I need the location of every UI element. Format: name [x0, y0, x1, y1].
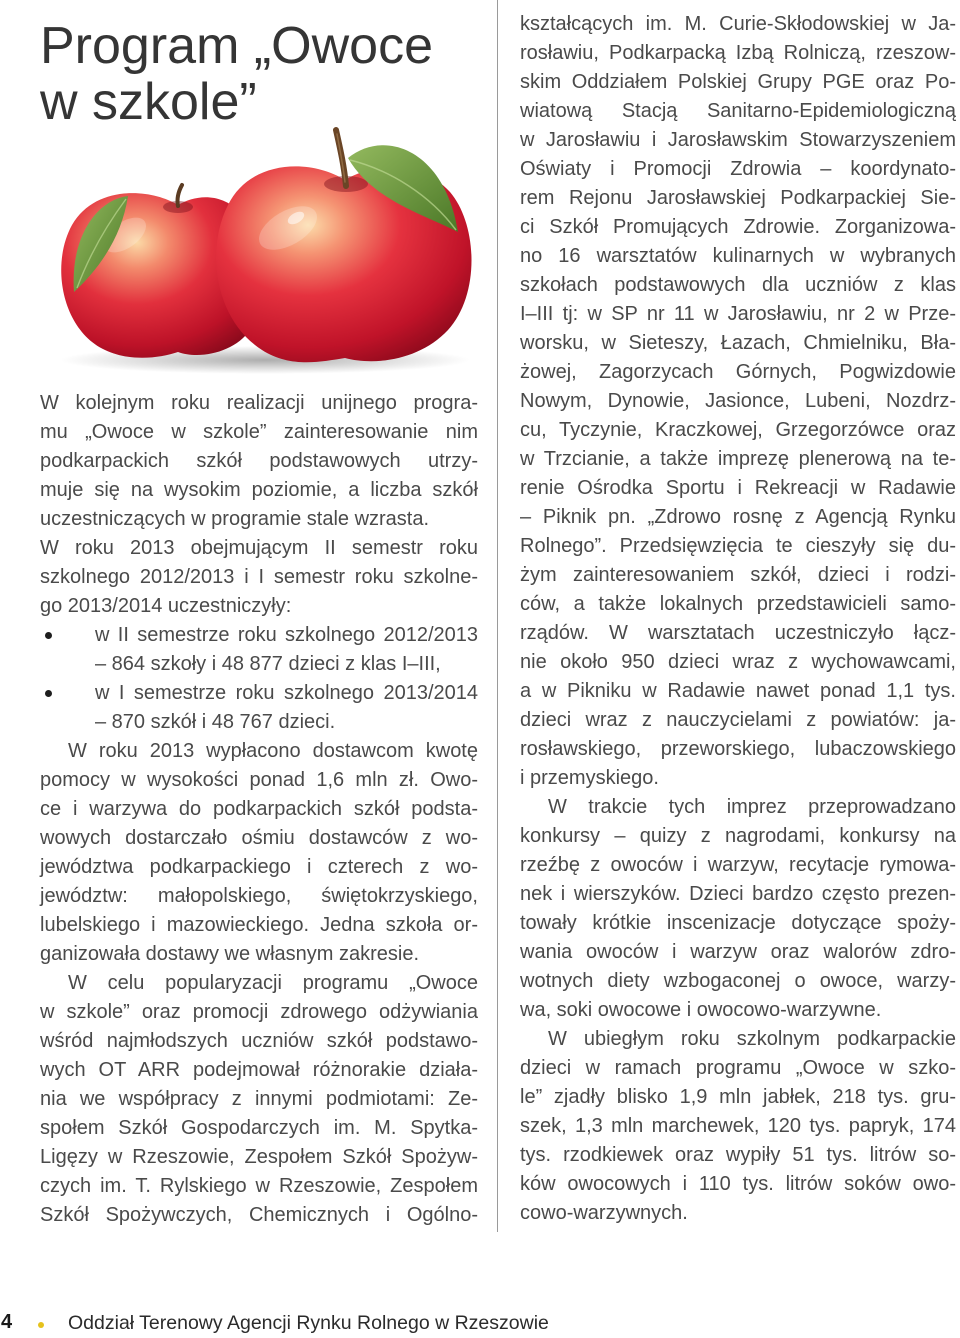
text-line: ci Szkół Promujących Zdrowie. Zorganizowa-	[520, 216, 956, 238]
text-line: W roku 2013 obejmującym II semestr roku	[40, 537, 478, 559]
text-line: kształcących im. M. Curie-Skłodowskiej w Ja-	[520, 13, 956, 35]
text-line: W kolejnym roku realizacji unijnego progra-	[40, 392, 478, 414]
page-title-line-1: Program „Owoce	[40, 17, 433, 75]
text-line: społem Szkół Gospodarczych im. M. Spytka-	[40, 1117, 478, 1139]
text-line: i przemyskiego.	[520, 767, 659, 789]
text-line: Szkół Spożywczych, Chemicznych i Ogólno-	[40, 1204, 478, 1226]
text-line: – 864 szkoły i 48 877 dzieci z klas I–III,	[95, 653, 441, 675]
text-line: cu, Tyczynie, Kraczkowej, Grzegorzówce oraz	[520, 419, 956, 441]
text-line: rosławiu, Podkarpacką Izbą Rolniczą, rzeszow-	[520, 42, 956, 64]
text-line: wśród najmłodszych uczniów szkół podstawo-	[40, 1030, 478, 1052]
text-line: worsku, w Sieteszy, Łazach, Chmielniku, Bła-	[520, 332, 956, 354]
bullet-icon	[45, 632, 52, 639]
text-line: dzieci w ramach programu „Owoce w szko-	[520, 1057, 956, 1079]
text-line: czych im. T. Rylskiego w Rzeszowie, Zespołem	[40, 1175, 478, 1197]
page-number: 4	[1, 1311, 13, 1333]
text-line: nia we współpracy z innymi podmiotami: Ze-	[40, 1088, 478, 1110]
text-line: ców, a także lokalnych przedstawicieli samo-	[520, 593, 956, 615]
text-line: Ligęzy w Rzeszowie, Zespołem Szkół Spożyw-	[40, 1146, 478, 1168]
text-line: tys. rzodkiewek oraz wypiły 51 tys. litrów so-	[520, 1144, 956, 1166]
consumption-paragraph	[520, 1025, 956, 1228]
text-line: ków owocowych i 110 tys. litrów soków owo-	[520, 1173, 956, 1195]
text-line: no 16 warsztatów kulinarnych w wybranych	[520, 245, 956, 267]
text-line: skim Oddziałem Polskiej Grupy PGE oraz Po-	[520, 71, 956, 93]
text-line: wania owoców i warzyw oraz walorów zdro-	[520, 941, 956, 963]
intro-paragraph	[40, 389, 478, 534]
text-line: a w Pikniku w Radawie nawet ponad 1,1 tys.	[520, 680, 956, 702]
left-column	[40, 389, 478, 1230]
text-line: nie około 950 dzieci wraz z wychowawcami,	[520, 651, 956, 673]
text-line: Nowym, Dynowie, Jasionce, Lubeni, Nozdrz-	[520, 390, 956, 412]
text-line: dzieci wraz z nauczycielami z powiatów: ja-	[520, 709, 956, 731]
text-line: jewództwa podkarpackiego i czterech z wo-	[40, 856, 478, 878]
text-line: wych OT ARR podejmował różnorakie działa-	[40, 1059, 478, 1081]
text-line: Oświaty i Promocji Zdrowia – koordynato-	[520, 158, 956, 180]
text-line: w Jarosławiu i Jarosławskim Stowarzyszeniem	[520, 129, 956, 151]
promotion-paragraph	[40, 969, 478, 1230]
text-line: Rolnego”. Przedsięwzięcia te cieszyły się du-	[520, 535, 956, 557]
text-line: towały krótkie inscenizacje dotyczące spoży-	[520, 912, 956, 934]
text-line: muje się na wysokim poziomie, a liczba szkół	[40, 479, 478, 501]
text-line: W trakcie tych imprez przeprowadzano	[548, 796, 956, 818]
text-line: cowo-warzywnych.	[520, 1202, 688, 1224]
bullet-text	[95, 679, 478, 737]
text-line: w szkole” oraz promocji zdrowego odżywiania	[40, 1001, 478, 1023]
text-line: żowej, Zagorzycach Górnych, Pogwizdowie	[520, 361, 956, 383]
text-line: rządów. W warsztatach uczestniczyło łącz-	[520, 622, 956, 644]
text-line: go 2013/2014 uczestniczyły:	[40, 595, 292, 617]
participation-paragraph	[40, 534, 478, 621]
text-line: – Piknik pn. „Zdrowo rosnę z Agencją Rynku	[520, 506, 956, 528]
text-line: podkarpackich szkół podstawowych utrzy-	[40, 450, 478, 472]
text-line: pomocy w wysokości ponad 1,6 mln zł. Owo-	[40, 769, 478, 791]
text-line: wotnych diety wzbogaconej o owoce, warzy-	[520, 970, 956, 992]
apples-illustration	[40, 118, 480, 380]
text-line: W roku 2013 wypłacono dostawcom kwotę	[68, 740, 478, 762]
footer-dot-icon	[38, 1322, 44, 1328]
text-line: szkolnego 2012/2013 i I semestr roku szkolne-	[40, 566, 478, 588]
text-line: w I semestrze roku szkolnego 2013/2014	[95, 682, 478, 704]
text-line: wowych dostarczało ośmiu dostawców z wo-	[40, 827, 478, 849]
text-line: w Trzcianie, a także imprezę plenerową na te-	[520, 448, 956, 470]
text-line: rzeźbę z owoców i warzyw, recytacje rymowa-	[520, 854, 956, 876]
page-title	[40, 18, 433, 130]
footer-publisher: Oddział Terenowy Agencji Rynku Rolnego w Rzeszowie	[68, 1312, 549, 1334]
bullet-item	[40, 679, 478, 737]
text-line: jewództw: małopolskiego, świętokrzyskiego,	[40, 885, 478, 907]
contests-paragraph	[520, 793, 956, 1025]
text-line: rem Rejonu Jarosławskiej Podkarpackiej Sie-	[520, 187, 956, 209]
right-apple	[216, 130, 471, 362]
bullet-icon	[45, 690, 52, 697]
text-line: szkołach podstawowych dla uczniów z klas	[520, 274, 956, 296]
bullet-item	[40, 621, 478, 679]
text-line: le” zjadły blisko 1,9 mln jabłek, 218 tys. gru-	[520, 1086, 956, 1108]
text-line: lubelskiego i mazowieckiego. Jedna szkoła or-	[40, 914, 478, 936]
text-line: nek i wierszyków. Dzieci bardzo często prezen-	[520, 883, 956, 905]
bullet-list	[40, 621, 478, 737]
text-line: W celu popularyzacji programu „Owoce	[68, 972, 478, 994]
promotion-paragraph-continued	[520, 10, 956, 793]
text-line: wiatową Stacją Sanitarno-Epidemiologiczną	[520, 100, 956, 122]
text-line: rosławskiego, przeworskiego, lubaczowskiego	[520, 738, 956, 760]
text-line: I–III tj: w SP nr 11 w Jarosławiu, nr 2 w Prze-	[520, 303, 956, 325]
text-line: żym zainteresowaniem szkół, dzieci i rodzi-	[520, 564, 956, 586]
text-line: konkursy – quizy z nagrodami, konkursy na	[520, 825, 956, 847]
text-line: mu „Owoce w szkole” zainteresowanie nim	[40, 421, 478, 443]
text-line: renie Ośrodka Sportu i Rekreacji w Radawie	[520, 477, 956, 499]
text-line: w II semestrze roku szkolnego 2012/2013	[95, 624, 478, 646]
right-column	[520, 10, 956, 1228]
text-line: – 870 szkół i 48 767 dzieci.	[95, 711, 336, 733]
column-divider	[497, 0, 498, 1232]
text-line: ganizowała dostawy we własnym zakresie.	[40, 943, 420, 965]
text-line: uczestniczących w programie stale wzrasta.	[40, 508, 430, 530]
text-line: ce i warzywa do podkarpackich szkół podsta-	[40, 798, 478, 820]
text-line: wa, soki owocowe i owocowo-warzywne.	[520, 999, 882, 1021]
page-title-line-2: w szkole”	[40, 73, 257, 131]
text-line: W ubiegłym roku szkolnym podkarpackie	[548, 1028, 956, 1050]
bullet-text	[95, 621, 478, 679]
text-line: szek, 1,3 mln marchewek, 120 tys. papryk, 174	[520, 1115, 956, 1137]
payments-paragraph	[40, 737, 478, 969]
